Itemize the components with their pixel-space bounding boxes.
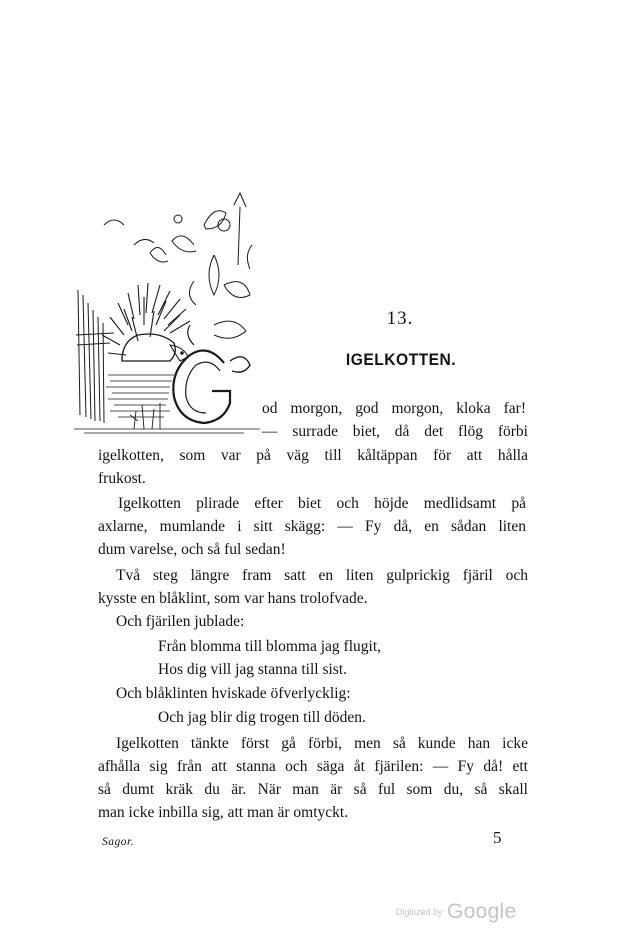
verse-line: Från blomma till blomma jag flugit, — [158, 638, 382, 655]
text-line: Och blåklinten hviskade öfverlycklig: — [116, 685, 351, 702]
chapter-title: IGELKOTTEN. — [345, 350, 457, 369]
text-line: Och fjärilen jublade: — [116, 613, 245, 630]
footer-signature: Sagor. — [102, 836, 135, 848]
text-line: igelkotten, som var på väg till kåltäppan för att hålla — [98, 447, 528, 464]
hedgehog-body — [102, 283, 190, 361]
watermark-brand: Google — [446, 900, 517, 923]
text-line: — surrade biet, då det flög förbi — [262, 423, 528, 440]
hedgehog-illustration — [74, 185, 260, 440]
chapter-number: 13. — [386, 308, 414, 329]
text-line: axlarne, mumlande i sitt skägg: — Fy då, en sådan liten — [98, 518, 526, 535]
text-line: Igelkotten plirade efter biet och höjde medlidsamt på — [118, 495, 526, 512]
text-line: så dumt kräk du är. När man är så ful som du, så skall — [98, 781, 528, 798]
text-line: Två steg längre fram satt en liten gulprickig fjäril och — [116, 567, 528, 584]
ornamental-initial — [173, 325, 250, 423]
watermark-prefix: Digitized by — [396, 907, 443, 917]
text-line: Igelkotten tänkte först gå förbi, men så kunde han icke — [116, 735, 528, 752]
bottom-reeds — [130, 403, 160, 429]
water-lines — [74, 375, 260, 433]
text-line: kysste en blåklint, som var hans trolofvade. — [98, 590, 368, 607]
text-line: man icke inbilla sig, att man är omtyckt. — [98, 804, 349, 821]
footer-signature-number: 5 — [493, 828, 502, 847]
text-line: frukost. — [98, 470, 146, 487]
text-line: dum varelse, och så ful sedan! — [98, 541, 286, 558]
digitization-watermark — [396, 900, 517, 924]
text-line: afhålla sig från att stanna och säga åt fjärilen: — Fy då! ett — [98, 758, 528, 775]
text-line: od morgon, god morgon, kloka far! — [262, 400, 526, 417]
verse-line: Hos dig vill jag stanna till sist. — [158, 661, 348, 678]
verse-line: Och jag blir dig trogen till döden. — [158, 709, 366, 726]
reeds-decoration — [76, 290, 114, 423]
